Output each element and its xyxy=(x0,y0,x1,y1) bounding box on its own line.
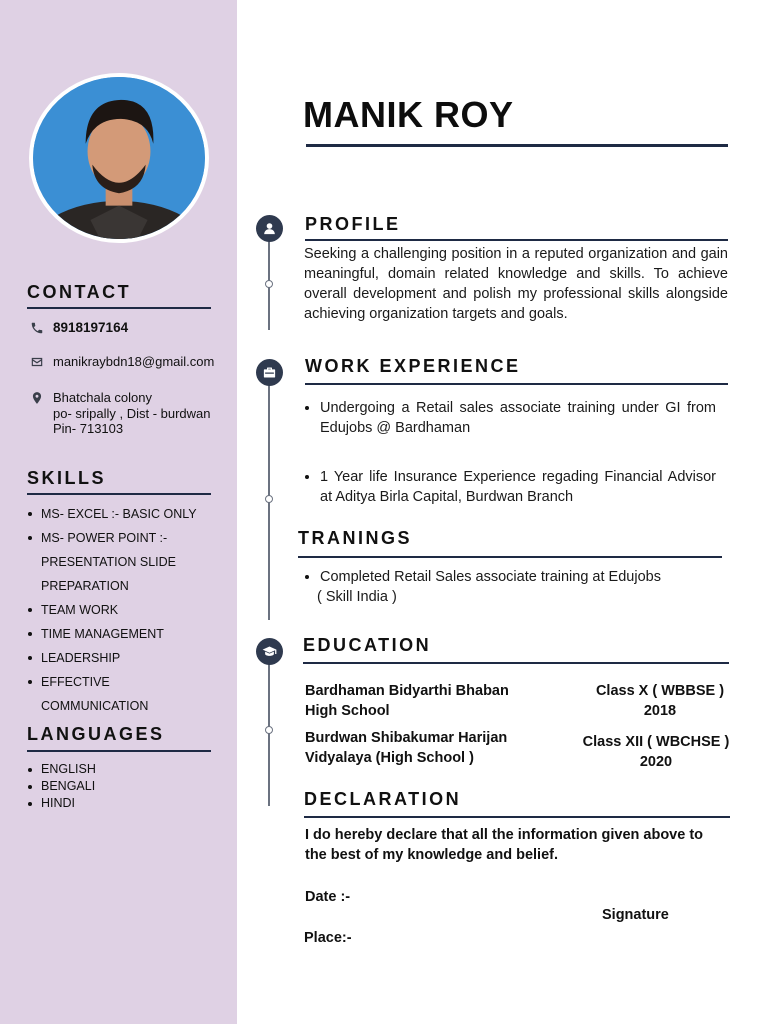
contact-phone xyxy=(27,320,128,336)
education-class-1: Class X ( WBBSE ) 2018 xyxy=(595,683,725,719)
address-line-1: Bhatchala colony xyxy=(53,390,153,405)
skill-item-continuation: COMMUNICATION xyxy=(41,699,149,713)
phone-icon xyxy=(27,320,47,336)
language-item: HINDI xyxy=(27,795,96,812)
skill-item: MS- POWER POINT :- xyxy=(27,526,227,550)
profile-rule xyxy=(305,239,728,241)
skill-item: MS- EXCEL :- BASIC ONLY xyxy=(27,502,227,526)
sidebar xyxy=(0,0,237,1024)
place-label: Place:- xyxy=(304,930,352,946)
skills-list xyxy=(27,502,227,718)
skill-item-continuation: PREPARATION xyxy=(41,579,129,593)
trainings-heading: TRANINGS xyxy=(298,528,412,548)
languages-rule xyxy=(27,750,211,752)
education-school-1: Bardhaman Bidyarthi Bhaban High School xyxy=(305,683,509,719)
user-icon xyxy=(262,221,277,236)
timeline-line xyxy=(268,664,270,806)
declaration-text: I do hereby declare that all the information given above to the best of my knowledge and belief. xyxy=(305,827,704,863)
training-item-note: ( Skill India ) xyxy=(317,589,397,605)
work-list xyxy=(304,398,716,507)
profile-text: Seeking a challenging position in a reputed organization and gain meaningful, domain related knowledge and skills. To achieve overall development and polish my professional skills alongside achieving organization targets and goals. xyxy=(304,246,728,322)
contact-email xyxy=(27,354,214,370)
contact-address xyxy=(27,390,211,437)
skills-heading: SKILLS xyxy=(27,468,107,488)
timeline-education-marker xyxy=(256,638,283,665)
profile-photo xyxy=(29,73,209,243)
work-item: 1 Year life Insurance Experience regading Financial Advisor at Aditya Birla Capital, Burdwan Branch xyxy=(304,467,716,507)
briefcase-icon xyxy=(262,365,277,380)
work-heading: WORK EXPERIENCE xyxy=(305,356,521,376)
languages-heading: LANGUAGES xyxy=(27,724,165,744)
skills-rule xyxy=(27,493,211,495)
trainings-rule xyxy=(298,556,722,558)
timeline-profile-marker xyxy=(256,215,283,242)
address-line-3: Pin- 713103 xyxy=(53,421,124,436)
skill-item: TIME MANAGEMENT xyxy=(27,622,227,646)
contact-heading: CONTACT xyxy=(27,282,132,302)
graduation-cap-icon xyxy=(262,644,277,659)
timeline-dot xyxy=(265,280,273,288)
language-item: BENGALI xyxy=(27,778,96,795)
declaration-rule xyxy=(304,816,730,818)
location-pin-icon xyxy=(27,390,47,406)
address-line-2: po- sripally , Dist - burdwan xyxy=(53,405,211,421)
education-class-2: Class XII ( WBCHSE ) 2020 xyxy=(582,734,730,770)
education-school-2: Burdwan Shibakumar Harijan Vidyalaya (High School ) xyxy=(305,730,508,766)
profile-heading: PROFILE xyxy=(305,214,401,234)
education-heading: EDUCATION xyxy=(303,635,432,655)
work-item: Undergoing a Retail sales associate training under GI from Edujobs @ Bardhaman xyxy=(304,398,716,438)
training-item: Completed Retail Sales associate training at Edujobs xyxy=(304,567,724,587)
email-address: manikraybdn18@gmail.com xyxy=(53,354,215,369)
signature-label: Signature xyxy=(602,907,669,923)
contact-rule xyxy=(27,307,211,309)
language-item: ENGLISH xyxy=(27,761,96,778)
timeline-dot xyxy=(265,726,273,734)
skill-item: EFFECTIVE xyxy=(27,670,227,694)
work-rule xyxy=(305,383,728,385)
trainings-list xyxy=(304,567,724,587)
timeline-dot xyxy=(265,495,273,503)
candidate-name: MANIK ROY xyxy=(303,94,514,135)
mail-icon xyxy=(27,354,47,370)
skill-item-continuation: PRESENTATION SLIDE xyxy=(41,555,176,569)
address-lines xyxy=(53,390,211,437)
skill-item: TEAM WORK xyxy=(27,598,227,622)
timeline-work-marker xyxy=(256,359,283,386)
name-rule xyxy=(306,144,728,147)
languages-list xyxy=(27,761,96,812)
declaration-heading: DECLARATION xyxy=(304,789,462,809)
phone-number: 8918197164 xyxy=(53,320,129,335)
education-rule xyxy=(303,662,729,664)
skill-item: LEADERSHIP xyxy=(27,646,227,670)
date-label: Date :- xyxy=(305,889,351,905)
person-portrait-icon xyxy=(33,77,205,239)
